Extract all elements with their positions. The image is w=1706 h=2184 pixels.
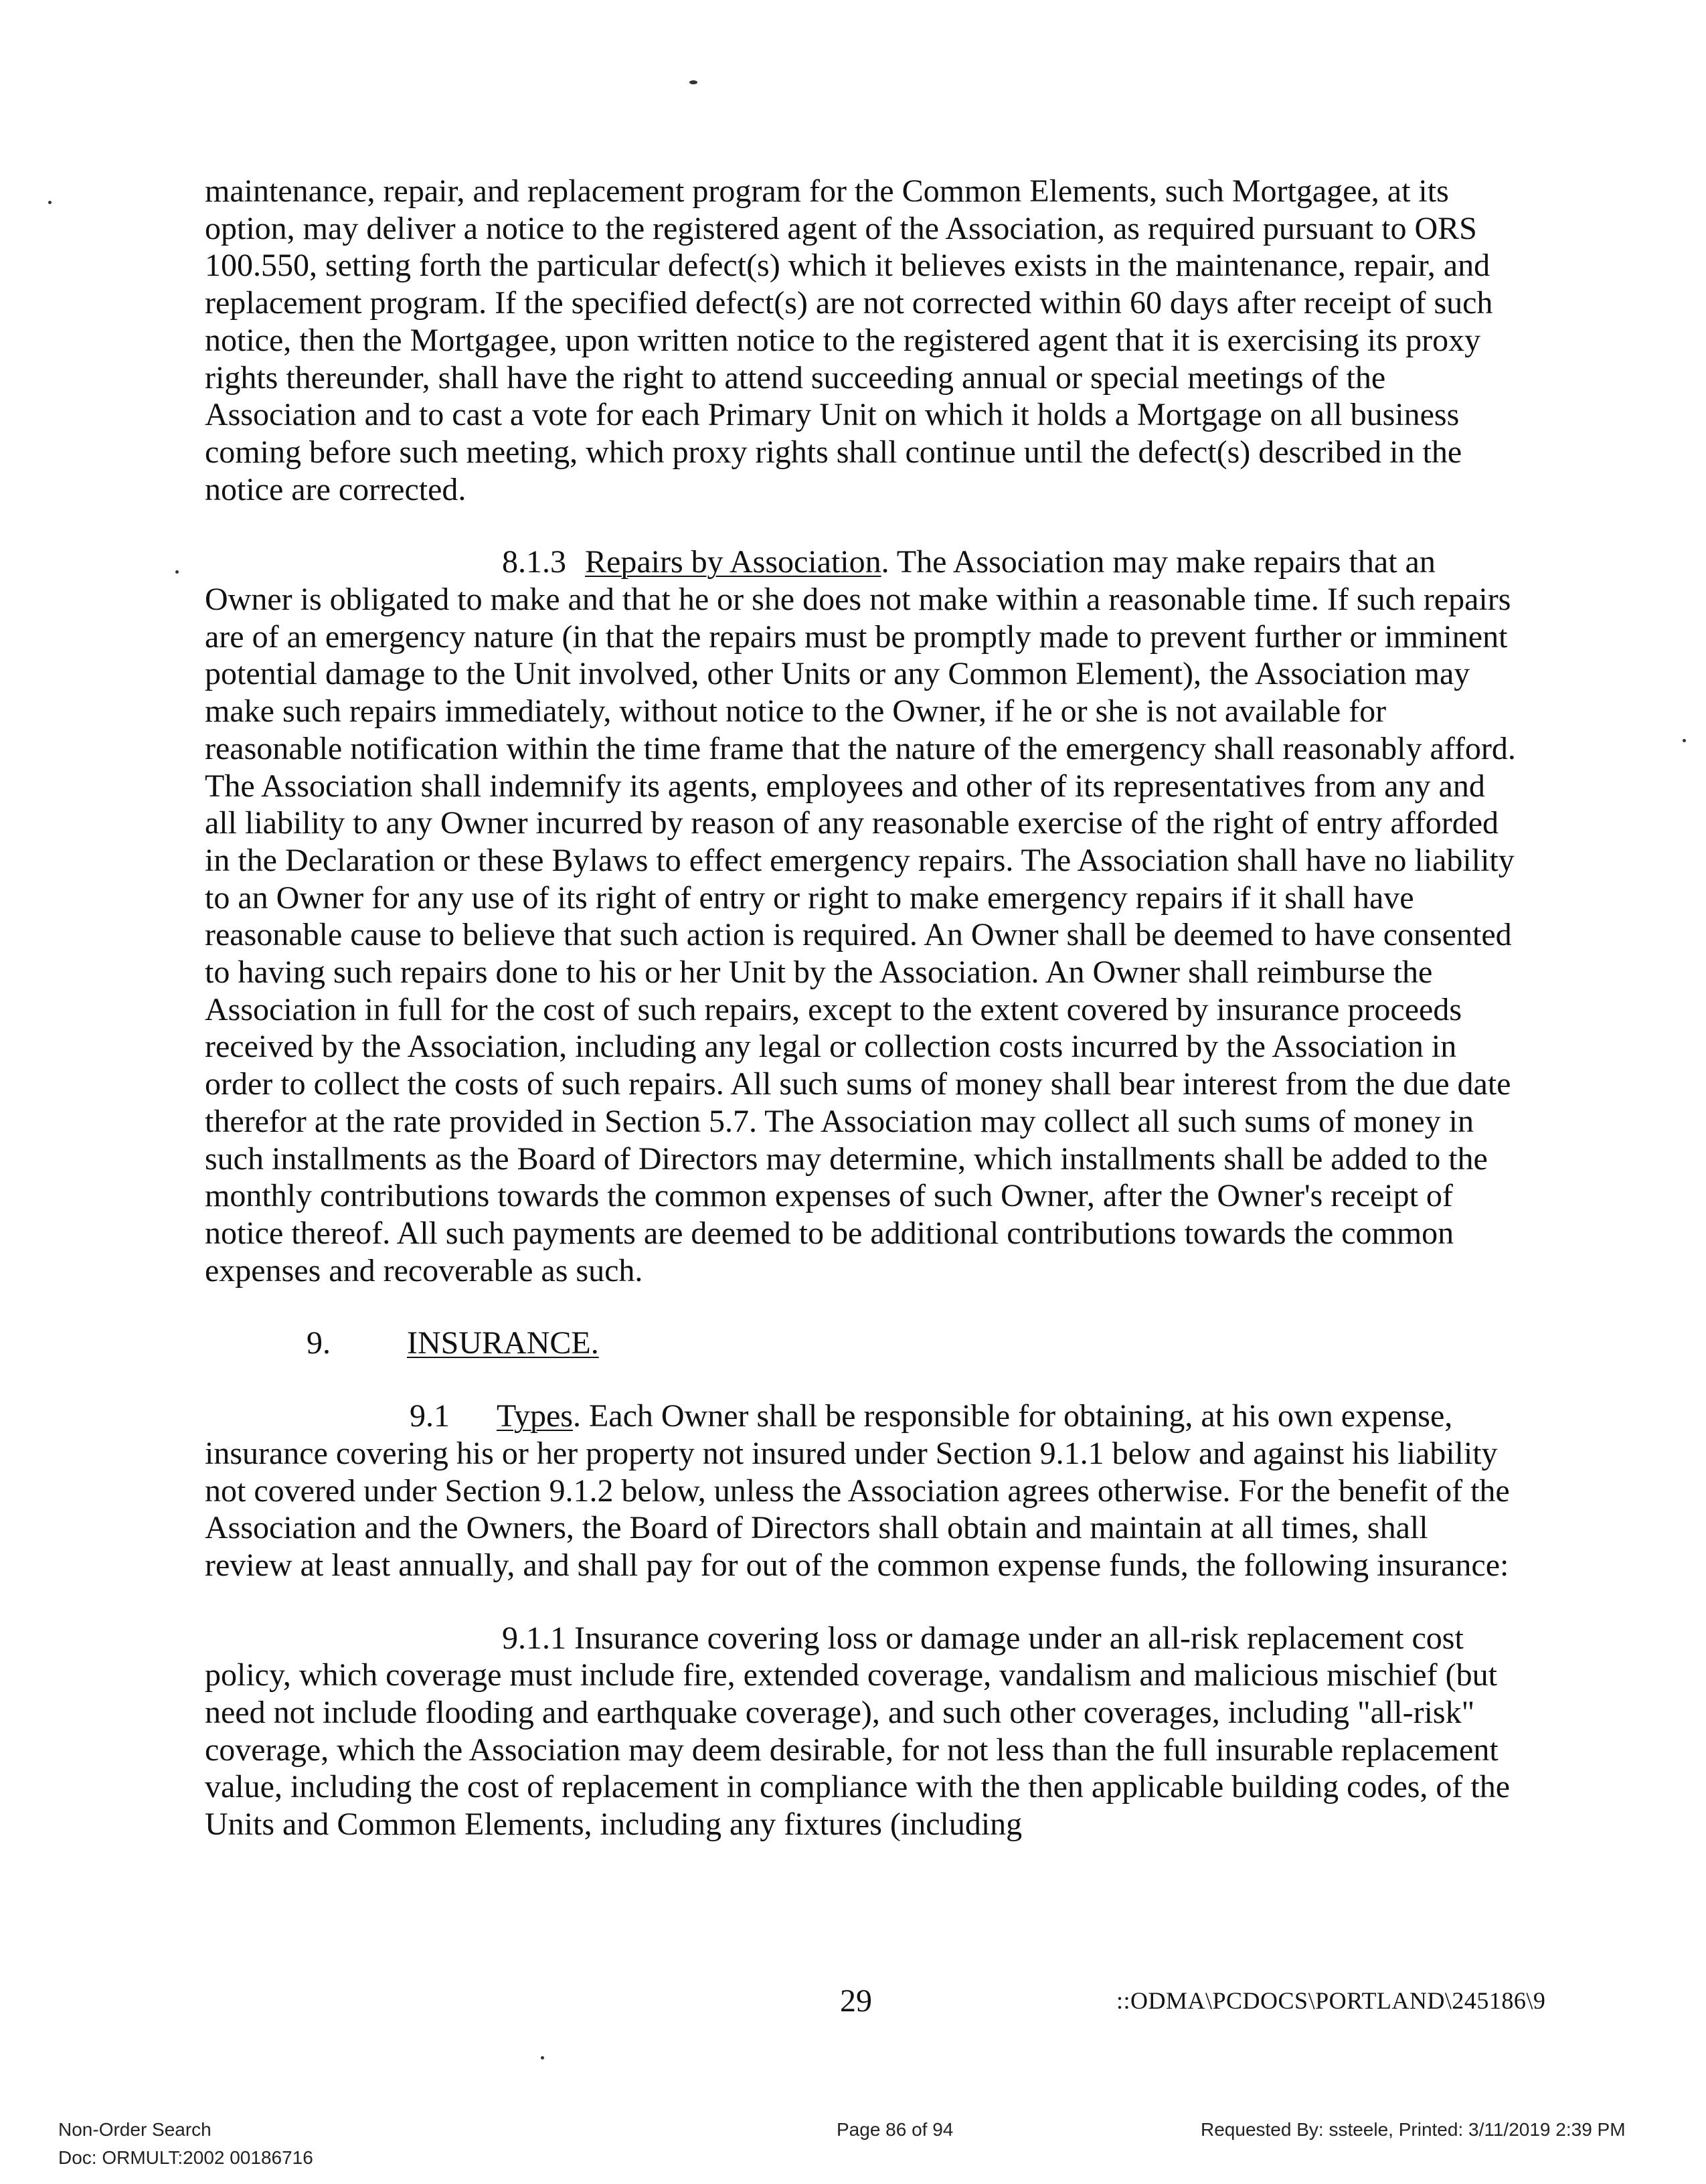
scan-speck bbox=[689, 80, 697, 84]
section-9-title: INSURANCE. bbox=[407, 1325, 599, 1361]
document-body bbox=[205, 173, 1517, 1843]
scan-speck bbox=[541, 2056, 544, 2060]
paragraph-mortgagee-proxy: maintenance, repair, and replacement program for the Common Elements, such Mortgagee, at its option, may deliver a notice to the registered agent of the Association, as required pursuant to ORS 100.550, setting forth the particular defect(s) which it believes exists in the maintenance, repair, and replacement program. If the specified defect(s) are not corrected within 60 days after receipt of such notice, then the Mortgagee, upon written notice to the registered agent that it is exercising its proxy rights thereunder, shall have the right to attend succeeding annual or special meetings of the Association and to cast a vote for each Primary Unit on which it holds a Mortgage on all business coming before such meeting, which proxy rights shall continue until the defect(s) described in the notice are corrected. bbox=[205, 173, 1493, 507]
section-8-1-3-number: 8.1.3 bbox=[502, 544, 566, 580]
section-9-heading bbox=[205, 1325, 1517, 1362]
scan-speck bbox=[175, 570, 179, 574]
document-path: ::ODMA\PCDOCS\PORTLAND\245186\9 bbox=[1116, 1987, 1546, 2014]
section-9-1-1 bbox=[205, 1620, 1517, 1843]
scan-speck bbox=[48, 201, 52, 204]
footer-doc-id: Doc: ORMULT:2002 00186716 bbox=[58, 2147, 313, 2168]
scan-speck bbox=[1683, 739, 1686, 742]
section-9-1-text: . Each Owner shall be responsible for obtaining, at his own expense, insurance covering his or her property not insured under Section 9.1.1 below and against his liability not covered under Section 9.1.2 below, unless the Association agrees otherwise. For the benefit of the Association and the Owners, the Board of Directors shall obtain and maintain at all times, shall review at least annually, and shall pay for out of the common expense funds, the following insurance: bbox=[205, 1398, 1510, 1583]
footer-search-type: Non-Order Search bbox=[58, 2119, 211, 2140]
section-9-1-number: 9.1 bbox=[410, 1398, 450, 1434]
section-9-1-1-number: 9.1.1 bbox=[502, 1620, 566, 1656]
footer-page-count: Page 86 of 94 bbox=[837, 2119, 954, 2140]
page-number: 29 bbox=[840, 1983, 872, 2019]
section-8-1-3 bbox=[205, 543, 1517, 1289]
footer-requested-by: Requested By: ssteele, Printed: 3/11/2019 2:39 PM bbox=[1201, 2119, 1626, 2140]
section-9-1-1-text: Insurance covering loss or damage under an all-risk replacement cost policy, which coverage must include fire, extended coverage, vandalism and malicious mischief (but need not include flooding and earthquake coverage), and such other coverages, including "all-risk" coverage, which the Association may deem desirable, for not less than the full insurable replacement value, including the cost of replacement in compliance with the then applicable building codes, of the Units and Common Elements, including any fixtures (including bbox=[205, 1620, 1511, 1843]
section-9-1-title: Types bbox=[497, 1398, 573, 1434]
section-8-1-3-title: Repairs by Association bbox=[585, 544, 881, 580]
section-8-1-3-text: . The Association may make repairs that an Owner is obligated to make and that he or she does not make within a reasonable time. If such repairs are of an emergency nature (in that the repairs must be promptly made to prevent further or imminent potential damage to the Unit involved, other Units or any Common Element), the Association may make such repairs immediately, without notice to the Owner, if he or she is not available for reasonable notification within the time frame that the nature of the emergency shall reasonably afford. The Association shall indemnify its agents, employees and other of its representatives from any and all liability to any Owner incurred by reason of any reasonable exercise of the right of entry afforded in the Declaration or these Bylaws to effect emergency repairs. The Association shall have no liability to an Owner for any use of its right of entry or right to make emergency repairs if it shall have reasonable cause to believe that such action is required. An Owner shall be deemed to have consented to having such repairs done to his or her Unit by the Association. An Owner shall reimburse the Association in full for the cost of such repairs, except to the extent covered by insurance proceeds received by the Association, including any legal or collection costs incurred by the Association in order to collect the costs of such repairs. All such sums of money shall bear interest from the due date therefor at the rate provided in Section 5.7. The Association may collect all such sums of money in such installments as the Board of Directors may determine, which installments shall be added to the monthly contributions towards the common expenses of such Owner, after the Owner's receipt of notice thereof. All such payments are deemed to be additional contributions towards the common expenses and recoverable as such. bbox=[205, 544, 1516, 1288]
section-9-number: 9. bbox=[307, 1325, 331, 1361]
section-9-1 bbox=[205, 1398, 1517, 1584]
